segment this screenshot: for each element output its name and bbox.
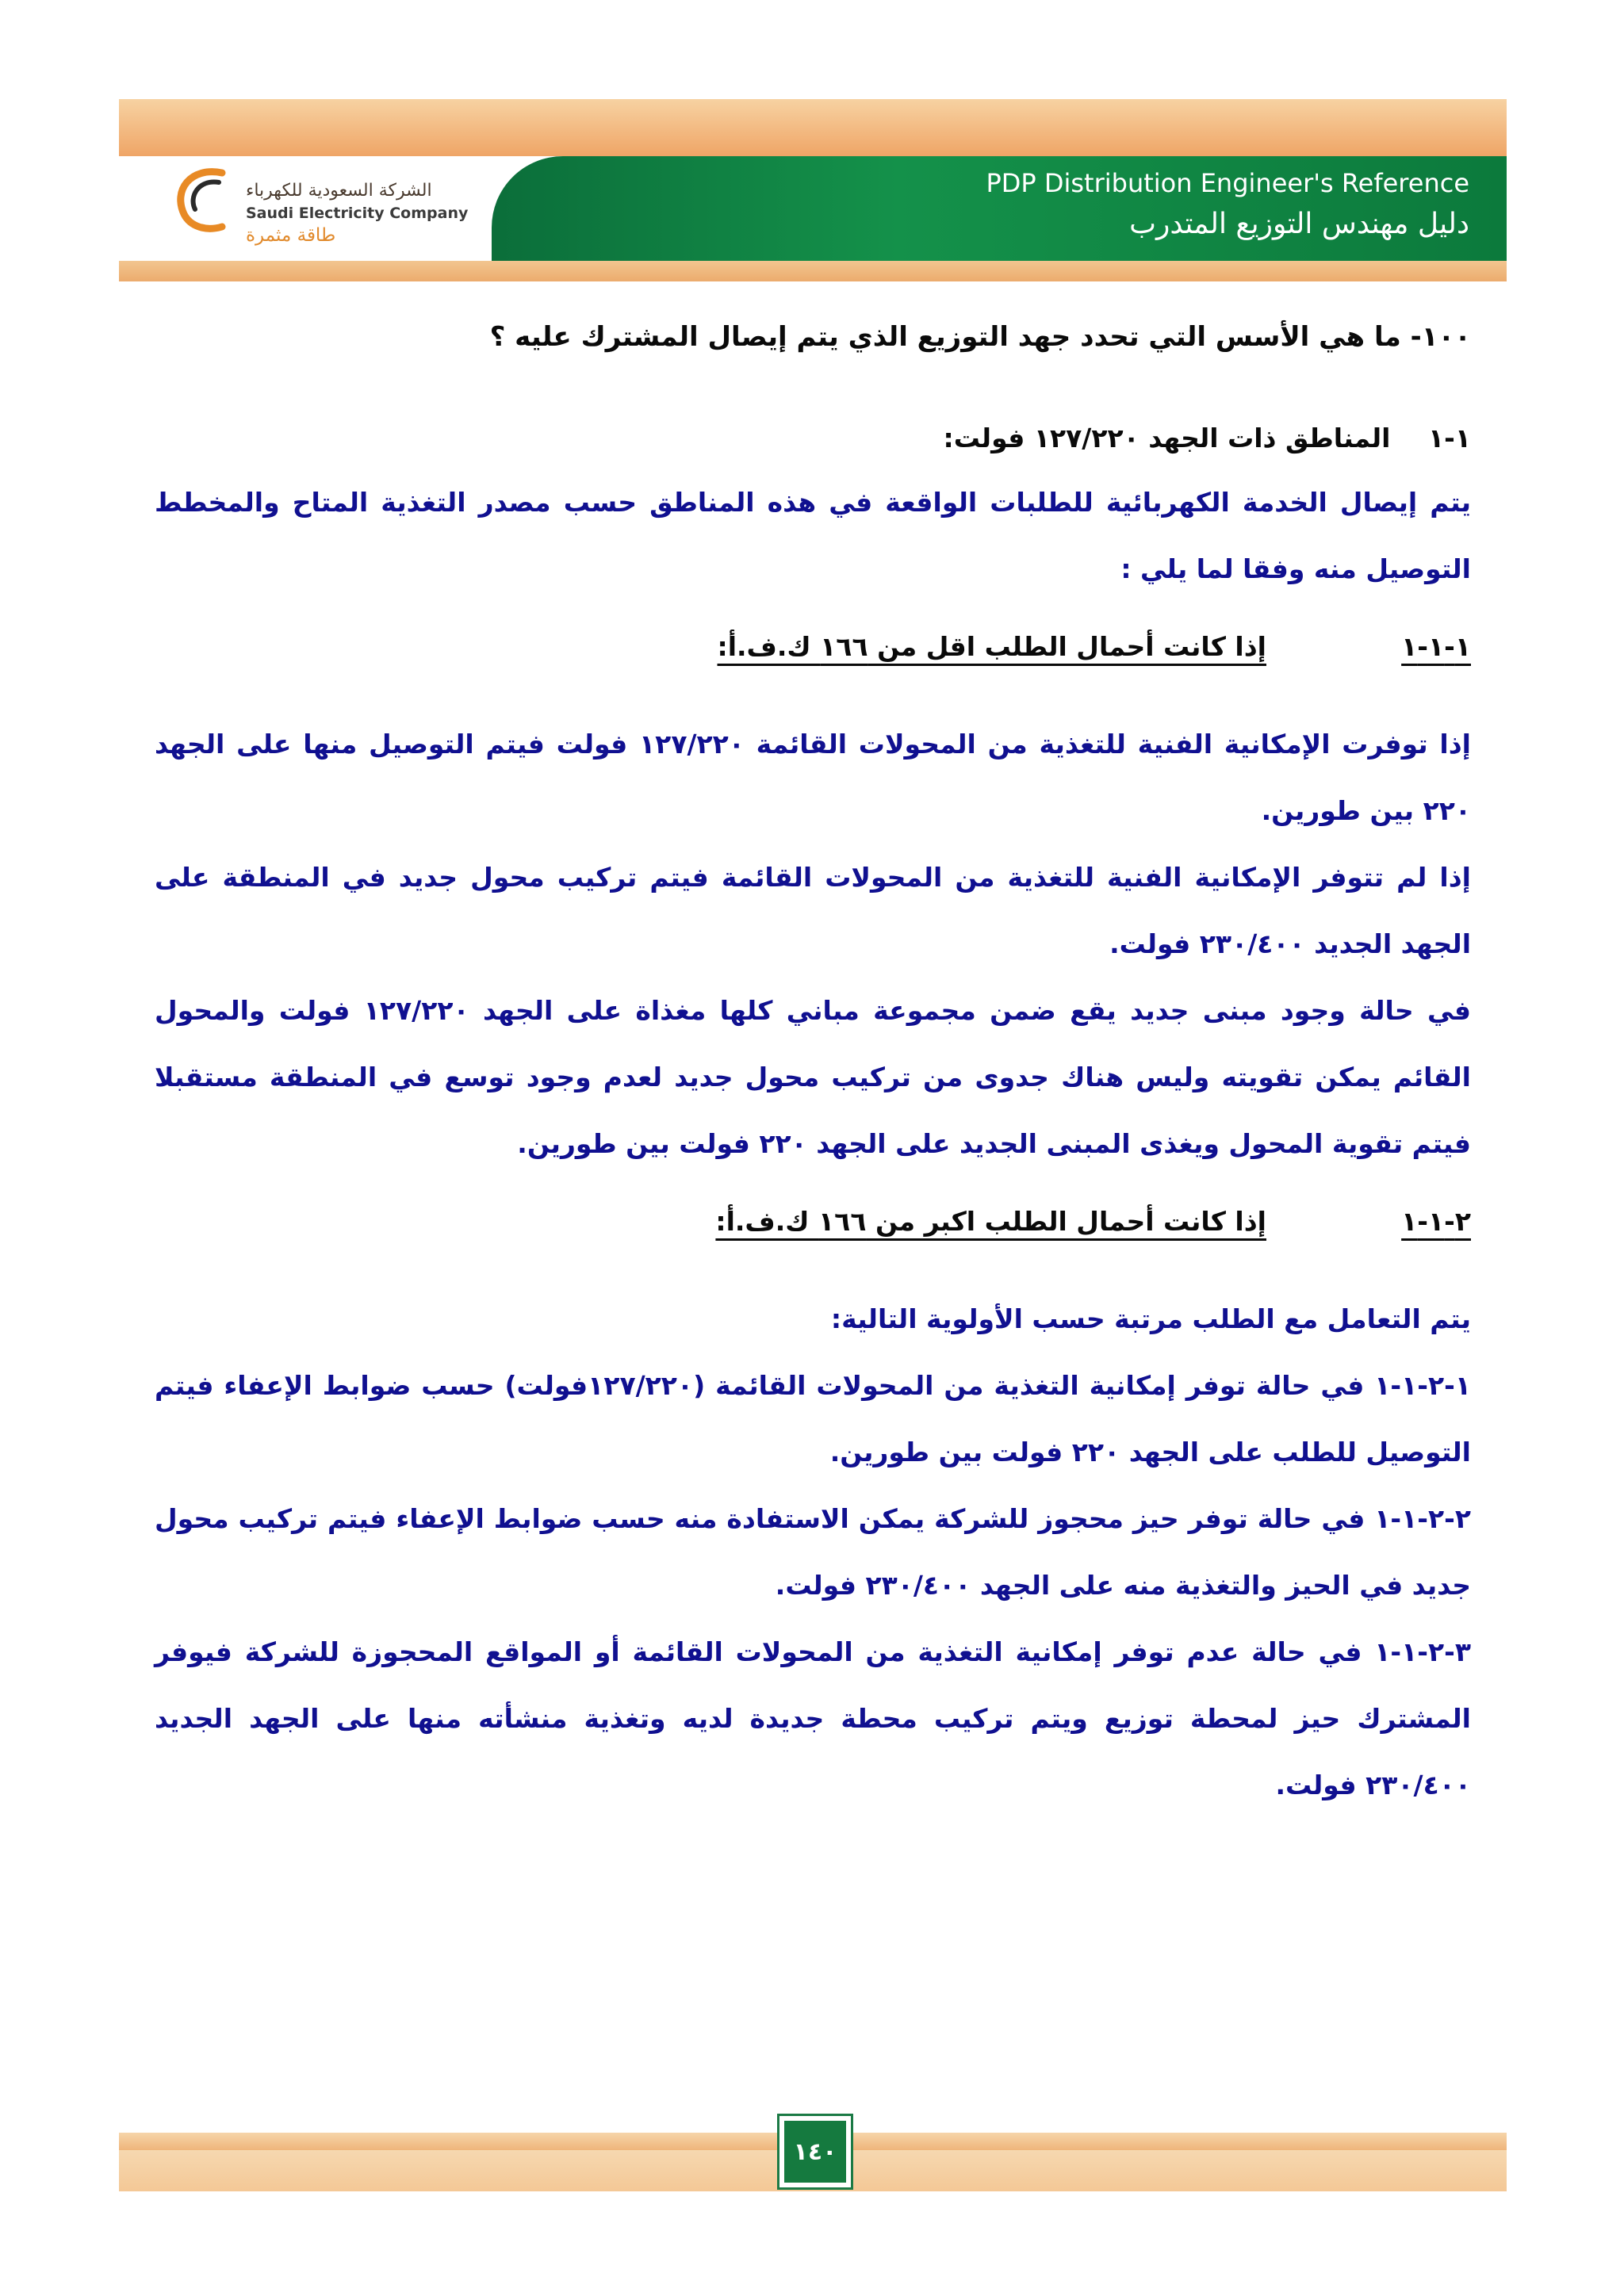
header-title-en: PDP Distribution Engineer's Reference [986,168,1469,198]
header-title-ar: دليل مهندس التوزيع المتدرب [1129,208,1469,240]
section-title: المناطق ذات الجهد ١٢٧/٢٢٠ فولت: [943,423,1391,453]
logo-tagline: طاقة مثمرة [246,225,336,246]
logo-text-en: Saudi Electricity Company [246,205,469,222]
header-bottom-band [119,261,1507,281]
subsection-heading [155,631,1471,662]
paragraph: إذا لم تتوفر الإمكانية الفنية للتغذية من المحولات القائمة فيتم تركيب محول جديد في المنطقة على الجهد الجديد ٢٣٠/٤٠٠ فولت. [155,862,1471,959]
page-number: ١٤٠ [784,2121,846,2183]
subsection-number: ٢-١-١ [1401,1206,1471,1237]
company-logo [167,159,469,254]
paragraph: يتم التعامل مع الطلب مرتبة حسب الأولوية التالية: [830,1303,1471,1334]
subsection-title: إذا كانت أحمال الطلب اقل من ١٦٦ ك.ف.أ: [717,631,1266,662]
logo-swoosh-icon [167,159,238,246]
header-top-band [119,99,1507,156]
section-number: ١-١ [1427,423,1471,453]
paragraph: إذا توفرت الإمكانية الفنية للتغذية من المحولات القائمة ١٢٧/٢٢٠ فولت فيتم التوصيل منها على الجهد ٢٢٠ بين طورين. [155,729,1471,826]
subsection-number: ١-١-١ [1401,631,1471,662]
logo-text-ar: الشركة السعودية للكهرباء [246,181,432,201]
question-heading: ١٠٠- ما هي الأسس التي تحدد جهد التوزيع الذي يتم إيصال المشترك عليه ؟ [489,321,1471,353]
section-intro: يتم إيصال الخدمة الكهربائية للطلبات الواقعة في هذه المناطق حسب مصدر التغذية المتاح والمخطط التوصيل منه وفقا لما يلي : [155,487,1471,584]
page-number-box [777,2114,853,2190]
subsection-title: إذا كانت أحمال الطلب اكبر من ١٦٦ ك.ف.أ: [715,1206,1266,1237]
paragraph: ٢-٢-١-١ في حالة توفر حيز محجوز للشركة يمكن الاستفادة منه حسب ضوابط الإعفاء فيتم تركيب محول جديد في الحيز والتغذية منه على الجهد ٢٣٠/٤٠٠ فولت. [155,1503,1471,1601]
paragraph: ٣-٢-١-١ في حالة عدم توفر إمكانية التغذية من المحولات القائمة أو المواقع المحجوزة للشركة فيوفر المشترك حيز لمحطة توزيع ويتم تركيب محطة جديدة لديه وتغذية منشأته منها على الجهد الجديد ٢٣٠/٤٠٠ فولت. [155,1636,1471,1800]
paragraph: في حالة وجود مبنى جديد يقع ضمن مجموعة مباني كلها مغذاة على الجهد ١٢٧/٢٢٠ فولت والمحول القائم يمكن تقويته وليس هناك جدوى من تركيب محول جديد لعدم وجود توسع في المنطقة مستقبلا فيتم تقوية المحول ويغذى المبنى الجديد على الجهد ٢٢٠ فولت بين طورين. [155,995,1472,1159]
paragraph: ١-٢-١-١ في حالة توفر إمكانية التغذية من المحولات القائمة (١٢٧/٢٢٠فولت) حسب ضوابط الإعفاء فيتم التوصيل للطلب على الجهد ٢٢٠ فولت بين طورين. [155,1370,1471,1468]
subsection-heading [155,1206,1471,1237]
page-content [155,321,1471,1819]
section-heading [155,423,1471,453]
